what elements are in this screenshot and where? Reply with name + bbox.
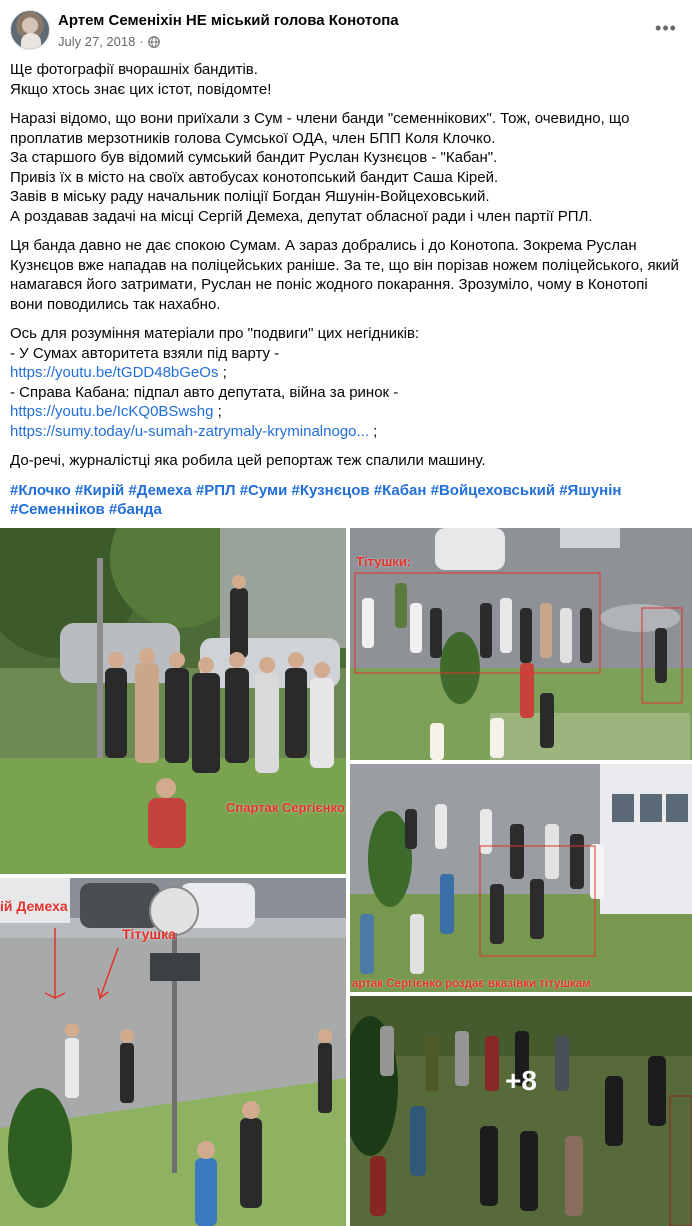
paragraph-5: [10, 451, 686, 471]
caption-demekha: ій Демеха: [0, 898, 68, 914]
photo-4[interactable]: [0, 878, 346, 1226]
photo-3-image: [350, 764, 692, 992]
link-suffix: ;: [218, 364, 227, 381]
text-line: намагався його затримати, Руслан не поніс жодного покарання. Зрозуміло, чому в Конотопі: [10, 276, 648, 293]
hashtag-link[interactable]: #Кабан: [373, 481, 427, 499]
text-line: Ще фотографії вчорашніх бандитів.: [10, 61, 258, 78]
hashtag-link[interactable]: #банда: [108, 501, 162, 518]
caption-spartak-instructions: артак Сергієнко роздає вказівки тітушкам: [352, 978, 591, 990]
link-line: [10, 402, 686, 422]
sumy-today-link[interactable]: https://sumy.today/u-sumah-zatrymaly-kryminalnogo...: [10, 422, 370, 440]
post-date[interactable]: July 27, 2018: [58, 34, 136, 49]
paragraph-4: [10, 324, 686, 441]
hashtag-link[interactable]: #Суми: [239, 481, 288, 499]
more-options-button[interactable]: [652, 14, 680, 42]
meta-separator: ·: [139, 34, 144, 49]
hashtag-link[interactable]: #Кирій: [74, 481, 125, 499]
text-line: За старшого був відомий сумський бандит Руслан Кузнєцов - "Кабан".: [10, 149, 498, 166]
globe-icon[interactable]: [148, 36, 160, 48]
hashtag-link[interactable]: #Яшунін: [559, 481, 622, 499]
text-line: До-речі, журналістці яка робила цей репортаж теж спалили машину.: [10, 452, 486, 469]
text-line: Ось для розуміння матеріали про "подвиги" цих негідників:: [10, 325, 420, 342]
caption-titushky: Тітушки:: [356, 554, 412, 569]
more-horizontal-icon: •••: [655, 18, 677, 38]
photo-5[interactable]: [350, 996, 692, 1226]
text-line: Завів в міську раду начальник поліції Богдан Яшунін-Войцеховський.: [10, 188, 490, 205]
photo-grid: [0, 528, 692, 1226]
paragraph-2: [10, 109, 686, 226]
youtube-link-1[interactable]: https://youtu.be/tGDD48bGeOs: [10, 364, 219, 381]
hashtag-line-1: [10, 481, 686, 501]
hashtag-link[interactable]: #Клочко: [10, 481, 71, 499]
hashtag-link[interactable]: #РПЛ: [195, 481, 236, 499]
text-line: - У Сумах авторитета взяли під варту -: [10, 344, 280, 362]
hashtag-link[interactable]: #Демеха: [128, 481, 192, 499]
text-line: Якщо хтось знає цих істот, повідомте!: [10, 80, 272, 98]
hashtag-link[interactable]: #Семенніков: [10, 501, 105, 518]
more-photos-overlay[interactable]: [350, 996, 692, 1226]
link-suffix: ;: [213, 403, 222, 420]
text-line: - Справа Кабана: підпал авто депутата, війна за ринок -: [10, 383, 399, 401]
post-body: [10, 60, 686, 530]
author-name[interactable]: Артем Семеніхін НЕ міський голова Конотопа: [58, 12, 399, 29]
hashtag-link[interactable]: #Войцеховський: [430, 481, 556, 499]
text-line: Наразі відомо, що вони приїхали з Сум - члени банди "семеннікових". Тож, очевидно, що: [10, 110, 630, 127]
caption-spartak: Спартак Сергієнко: [226, 800, 345, 815]
link-line: [10, 422, 686, 442]
youtube-link-2[interactable]: https://youtu.be/IcKQ0BSwshg: [10, 403, 214, 420]
text-line: вони поводились так нахабно.: [10, 295, 221, 313]
hashtag-line-2: [10, 500, 686, 520]
caption-titushka: Тітушка: [122, 926, 176, 942]
hashtags: [10, 481, 686, 520]
photo-2[interactable]: [350, 528, 692, 760]
photo-1[interactable]: [0, 528, 346, 874]
more-photos-count: +8: [505, 1065, 537, 1096]
photo-3[interactable]: [350, 764, 692, 992]
post-meta: [58, 34, 160, 49]
text-line: А роздавав задачі на місці Сергій Демеха, депутат обласної ради і член партії РПЛ.: [10, 207, 593, 225]
text-line: Кузнєцов вже нападав на поліцейських раніше. За те, що він порізав ножем поліцейського, який: [10, 256, 679, 274]
post-header: [0, 0, 692, 56]
hashtag-link[interactable]: #Кузнєцов: [291, 481, 370, 499]
paragraph-3: [10, 236, 686, 314]
paragraph-1: [10, 60, 686, 99]
photo-1-image: [0, 528, 346, 874]
text-line: проплатив мерзотників голова Сумської ОДА, член БПП Коля Клочко.: [10, 129, 496, 147]
text-line: Привіз їх в місто на своїх автобусах конотопський бандит Саша Кірей.: [10, 168, 499, 186]
author-avatar[interactable]: [10, 10, 50, 50]
link-line: [10, 363, 686, 383]
text-line: Ця банда давно не дає спокою Сумам. А зараз добрались і до Конотопа. Зокрема Руслан: [10, 237, 637, 254]
link-suffix: ;: [369, 422, 378, 440]
